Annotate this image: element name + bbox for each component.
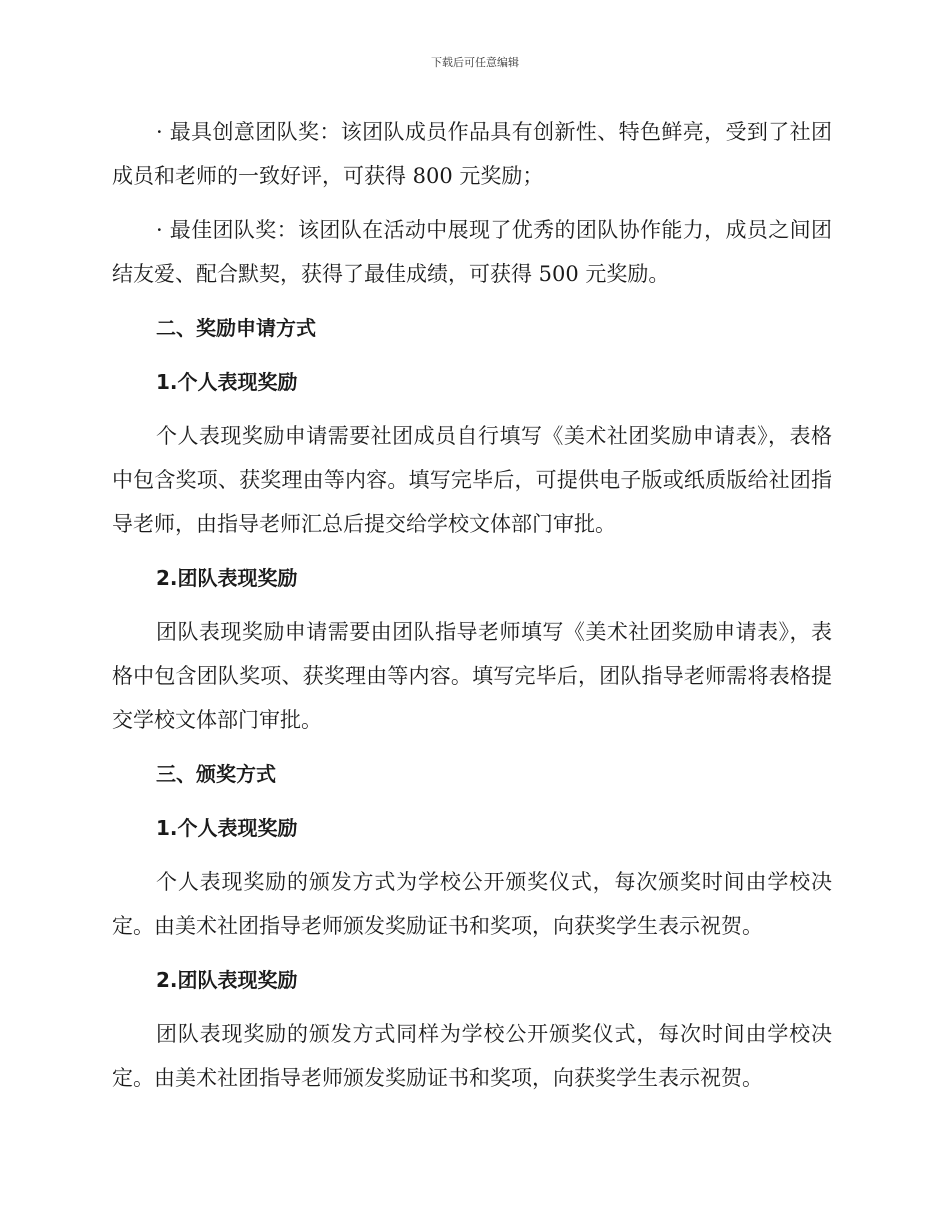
bullet-best-team-award: · 最佳团队奖：该团队在活动中展现了优秀的团队协作能力，成员之间团结友爱、配合默契，获得了最佳成绩，可获得 500 元奖励。 (112, 218, 832, 286)
subheading-individual-presentation: 1.个人表现奖励 (156, 816, 298, 840)
bullet-creative-team-award: · 最具创意团队奖：该团队成员作品具有创新性、特色鲜亮，受到了社团成员和老师的一致好评，可获得 800 元奖励； (112, 120, 832, 188)
subheading-team-presentation: 2.团队表现奖励 (156, 968, 298, 992)
paragraph-individual-application: 个人表现奖励申请需要社团成员自行填写《美术社团奖励申请表》，表格中包含奖项、获奖理由等内容。填写完毕后，可提供电子版或纸质版给社团指导老师，由指导老师汇总后提交给学校文体部门审批。 (112, 424, 832, 536)
document-body (112, 110, 832, 1110)
paragraph-team-presentation: 团队表现奖励的颁发方式同样为学校公开颁奖仪式，每次时间由学校决定。由美术社团指导老师颁发奖励证书和奖项，向获奖学生表示祝贺。 (112, 1022, 832, 1090)
paragraph-individual-presentation: 个人表现奖励的颁发方式为学校公开颁奖仪式，每次颁奖时间由学校决定。由美术社团指导老师颁发奖励证书和奖项，向获奖学生表示祝贺。 (112, 870, 832, 938)
subheading-team-award: 2.团队表现奖励 (156, 566, 298, 590)
subheading-individual-award: 1.个人表现奖励 (156, 370, 298, 394)
page-header: 下载后可任意编辑 (431, 56, 519, 69)
section-heading-application: 二、奖励申请方式 (156, 316, 316, 340)
section-heading-presentation: 三、颁奖方式 (156, 762, 276, 786)
paragraph-team-application: 团队表现奖励申请需要由团队指导老师填写《美术社团奖励申请表》，表格中包含团队奖项、获奖理由等内容。填写完毕后，团队指导老师需将表格提交学校文体部门审批。 (112, 620, 832, 732)
